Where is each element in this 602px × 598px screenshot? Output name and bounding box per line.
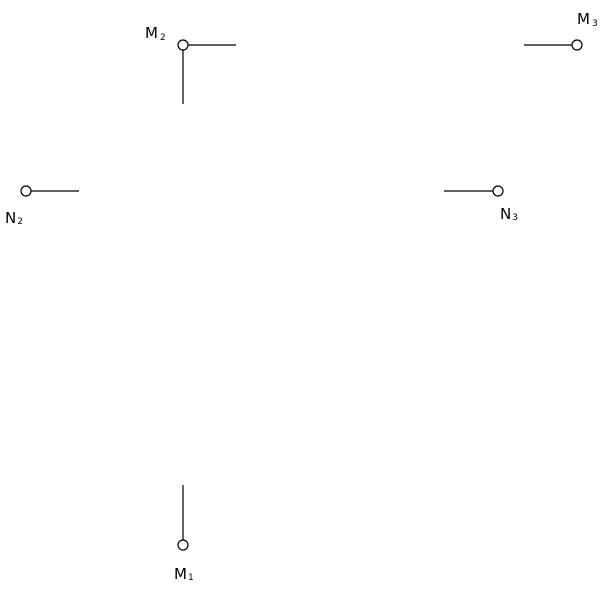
m1-letter: M [174, 565, 187, 583]
n3-index: 3 [512, 213, 518, 223]
n2-letter: N [5, 209, 17, 227]
m2-label [145, 24, 166, 43]
m3-index: 3 [591, 19, 598, 29]
n2-label [5, 209, 23, 227]
m1-node [178, 540, 188, 550]
terminal-n3 [444, 186, 518, 223]
m1-index: 1 [187, 573, 194, 583]
m3-letter: M [577, 10, 590, 28]
terminal-m2 [145, 24, 236, 104]
n3-label [500, 205, 518, 223]
m2-letter: M [145, 24, 158, 42]
terminal-n2 [5, 186, 79, 227]
m3-node [572, 40, 582, 50]
m2-node [178, 40, 188, 50]
n3-node [493, 186, 503, 196]
n2-node [21, 186, 31, 196]
m2-index: 2 [159, 33, 166, 43]
n2-index: 2 [17, 217, 23, 227]
n3-letter: N [500, 205, 512, 223]
terminal-m1 [174, 485, 194, 583]
terminal-m3 [524, 10, 598, 50]
m1-label [174, 565, 194, 583]
m3-label [577, 10, 598, 29]
